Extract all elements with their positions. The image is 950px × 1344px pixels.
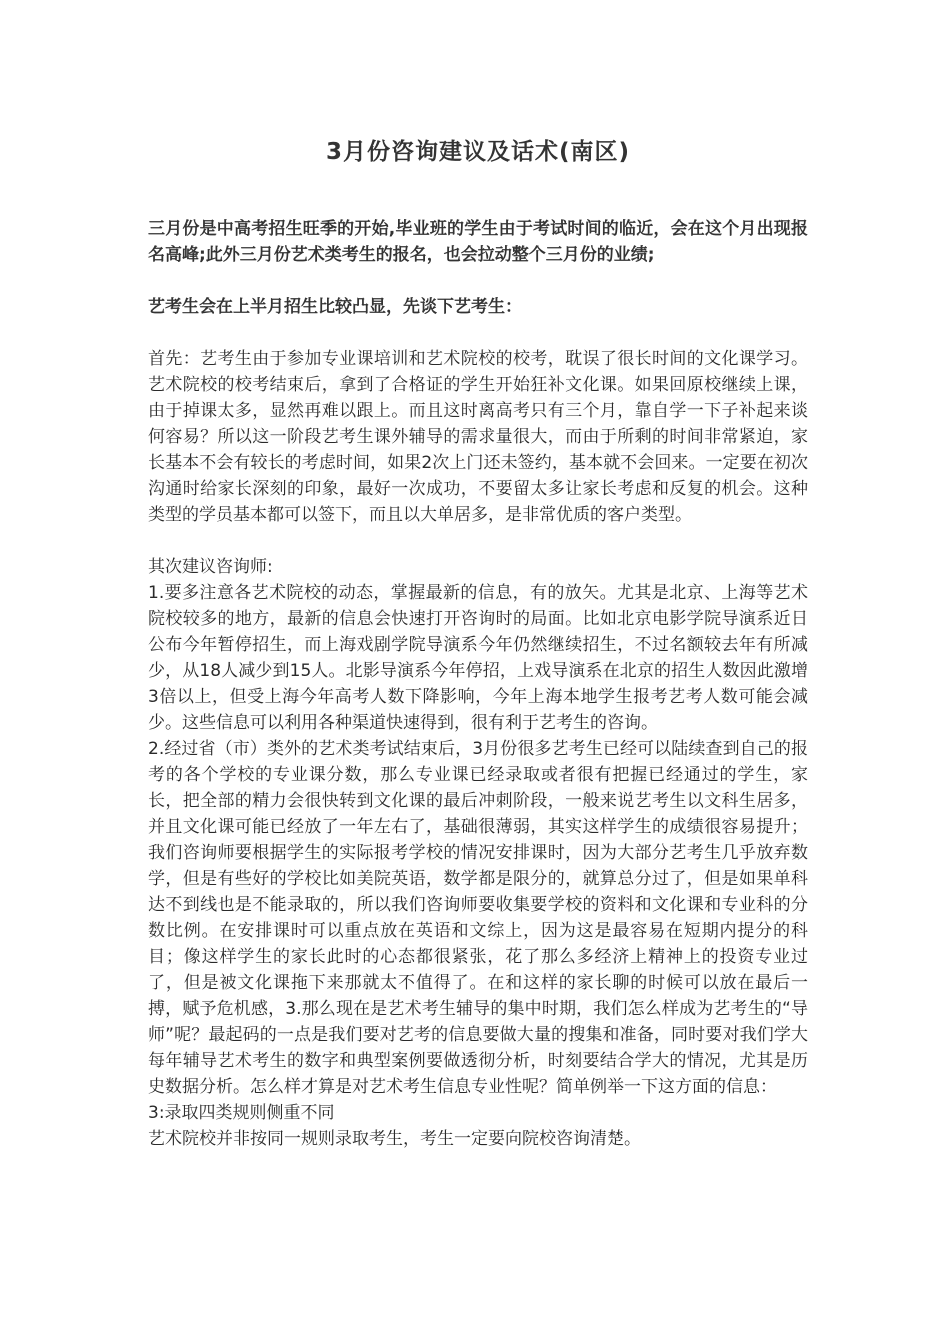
point-3-heading: 3:录取四类规则侧重不同 — [148, 1103, 335, 1123]
paragraph-spacer — [148, 268, 808, 294]
intro-paragraph: 三月份是中高考招生旺季的开始,毕业班的学生由于考试时间的临近，会在这个月出现报名高峰;此外三月份艺术类考生的报名，也会拉动整个三月份的业绩; — [148, 219, 808, 265]
point-2: 2.经过省（市）类外的艺术类考试结束后，3月份很多艺考生已经可以陆续查到自己的报考的各个学校的专业课分数，那么专业课已经录取或者很有把握已经通过的学生，家长，把全部的精力会很快转到文化课的最后冲刺阶段，一般来说艺考生以文科生居多，并且文化课可能已经放了一年左右了，基础很薄弱，其实这样学生的成绩很容易提升；我们咨询师要根据学生的实际报考学校的情况安排课时，因为大部分艺考生几乎放弃数学，但是有些好的学校比如美院英语，数学都是限分的，就算总分过了，但是如果单科达不到线也是不能录取的，所以我们咨询师要收集要学校的资料和文化课和专业科的分数比例。在安排课时可以重点放在英语和文综上，因为这是最容易在短期内提分的科目；像这样学生的家长此时的心态都很紧张，花了那么多经济上精神上的投资专业过了，但是被文化课拖下来那就太不值得了。在和这样的家长聊的时候可以放在最后一搏，赋予危机感，3.那么现在是艺术考生辅导的集中时期，我们怎么样成为艺考生的“导师”呢？最起码的一点是我们要对艺考的信息要做大量的搜集和准备，同时要对我们学大每年辅导艺术考生的数字和典型案例要做透彻分析，时刻要结合学大的情况，尤其是历史数据分析。怎么样才算是对艺术考生信息专业性呢？简单例举一下这方面的信息： — [148, 739, 808, 1097]
paragraph-spacer — [148, 528, 808, 554]
second-heading: 其次建议咨询师: — [148, 557, 273, 577]
first-paragraph: 首先：艺考生由于参加专业课培训和艺术院校的校考，耽误了很长时间的文化课学习。艺术院校的校考结束后，拿到了合格证的学生开始狂补文化课。如果回原校继续上课，由于掉课太多，显然再难以跟上。而且这时离高考只有三个月，靠自学一下子补起来谈何容易？所以这一阶段艺考生课外辅导的需求量很大，而由于所剩的时间非常紧迫，家长基本不会有较长的考虑时间，如果2次上门还未签约，基本就不会回来。一定要在初次沟通时给家长深刻的印象，最好一次成功，不要留太多让家长考虑和反复的机会。这种类型的学员基本都可以签下，而且以大单居多，是非常优质的客户类型。 — [148, 349, 808, 525]
paragraph-spacer — [148, 320, 808, 346]
document-body — [148, 136, 808, 1152]
point-3-body: 艺术院校并非按同一规则录取考生，考生一定要向院校咨询清楚。 — [148, 1129, 641, 1149]
subheading: 艺考生会在上半月招生比较凸显，先谈下艺考生： — [148, 297, 522, 317]
page-title: 3月份咨询建议及话术(南区) — [325, 139, 631, 165]
point-1: 1.要多注意各艺术院校的动态，掌握最新的信息，有的放矢。尤其是北京、上海等艺术院校较多的地方，最新的信息会快速打开咨询时的局面。比如北京电影学院导演系近日公布今年暂停招生，而上海戏剧学院导演系今年仍然继续招生，不过名额较去年有所减少，从18人减少到15人。北影导演系今年停招，上戏导演系在北京的招生人数因此激增3倍以上，但受上海今年高考人数下降影响，今年上海本地学生报考艺考人数可能会减少。这些信息可以利用各种渠道快速得到，很有利于艺考生的咨询。 — [148, 583, 808, 733]
